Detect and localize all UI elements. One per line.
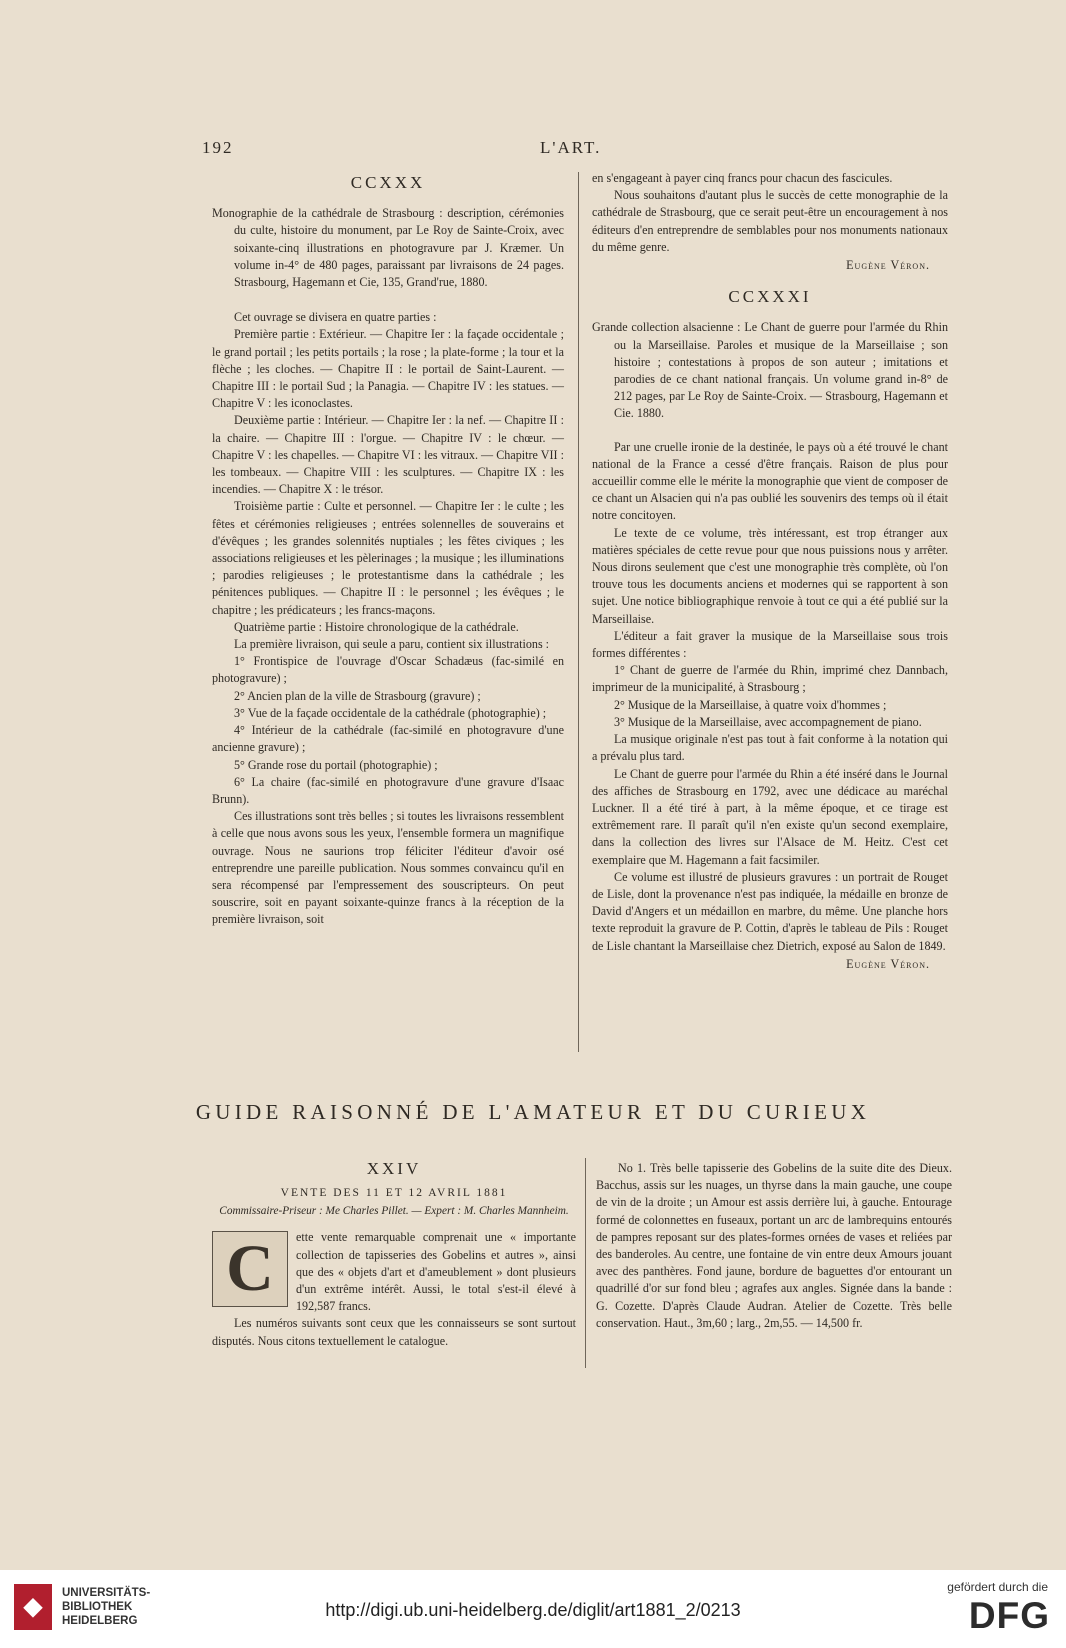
list-item: 3° Musique de la Marseillaise, avec accompagnement de piano. (614, 714, 922, 729)
list-item: 4° Intérieur de la cathédrale (fac-similé en photogravure d'une ancienne gravure) ; (212, 723, 564, 755)
paragraph: Ce volume est illustré de plusieurs gravures : un portrait de Rouget de Lisle, dont la provenance n'est pas indiquée, la médaille en bronze de David d'Angers et un médaillon en marbre, du même. Une planche hors texte reproduit la gravure de P. Cottin, d'après le tableau de Pils : Rouget de Lisle chantant la Marseillaise chez Dietrich, exposé au Salon de 1849. (592, 869, 948, 953)
paragraph: Deuxième partie : Intérieur. — Chapitre Ier : la nef. — Chapitre II : la chaire. — Chapitre III : l'orgue. — Chapitre IV : le chœur. — Chapitre V : les chapelles. — Chapitre VI : les vitraux. — Chapitre VII : les tombeaux. — Chapitre VIII : les sculptures. — Chapitre IX : les incendies. — Chapitre X : le trésor. (212, 413, 564, 497)
paragraph: Ces illustrations sont très belles ; si toutes les livraisons ressemblent à celle que nous avons sous les yeux, l'ensemble formera un magnifique ouvrage. Nous ne saurions trop féliciter l'éditeur d'avoir osé entreprendre une pareille publication. Nous sommes convaincu qu'il en sera récompensé par l'empressement des souscripteurs. On peut souscrire, soit en payant soixante-quinze francs à la réception de la première livraison, soit (212, 809, 564, 927)
digitization-footer (0, 1570, 1066, 1648)
permalink-url[interactable]: http://digi.ub.uni-heidelberg.de/diglit/art1881_2/0213 (325, 1600, 741, 1620)
list-item: 3° Vue de la façade occidentale de la cathédrale (photographie) ; (234, 705, 547, 720)
left-column (212, 174, 564, 929)
journal-title: L'ART. (540, 138, 602, 157)
paragraph: Nous souhaitons d'autant plus le succès de cette monographie de la cathédrale de Strasbourg, que ce serait peut-être un encouragement à nos éditeurs d'en entreprendre de semblables pour nos monuments nationaux du même genre. (592, 188, 948, 254)
paragraph: Le texte de ce volume, très intéressant, est trop étranger aux matières spéciales de cette revue pour que nous puissions nous y arrêter. Nous dirons seulement que c'est une monographie très complète, où l'on trouve tous les documents anciens et modernes qui se rapportent à son sujet. Une notice bibliographique renvoie à tout ce qui a été publié sur la Marseillaise. (592, 525, 948, 626)
paragraph: Cet ouvrage se divisera en quatre parties : (234, 310, 437, 325)
section-heading-ccxxxi: CCXXXI (728, 287, 812, 307)
section-heading-xxiv: XXIV (366, 1159, 422, 1178)
paragraph: La musique originale n'est pas tout à fait conforme à la notation qui a prévalu plus tard. (592, 732, 948, 764)
right-column (592, 170, 948, 973)
list-item: 1° Frontispice de l'ouvrage d'Oscar Schadæus (fac-similé en photogravure) ; (212, 654, 564, 686)
list-item: 2° Musique de la Marseillaise, à quatre voix d'hommes ; (614, 697, 887, 712)
list-item: 6° La chaire (fac-similé en photogravure d'une gravure d'Isaac Brunn). (212, 774, 564, 806)
sale-dates: VENTE DES 11 ET 12 AVRIL 1881 (280, 1187, 508, 1200)
paragraph: Quatrième partie : Histoire chronologique de la cathédrale. (234, 619, 519, 634)
paragraph: Par une cruelle ironie de la destinée, le pays où a été trouvé le chant national de la France a cessé d'être français. Raison de plus pour accueillir comme elle le mérite la monographie que vient de composer de ce chant un Alsacien qui n'a pas oublié les souvenirs des temps où il était notre concitoyen. (592, 439, 948, 523)
column-divider (585, 1158, 586, 1368)
book-citation: Monographie de la cathédrale de Strasbourg : description, cérémonies du culte, histoire du monument, par Le Roy de Sainte-Croix, avec soixante-cinq illustrations en photogravure par J. Kræmer. Un volume in-4° de 480 pages, paraissant par livraisons de 24 pages. Strasbourg, Hagemann et Cie, 135, Grand'rue, 1880. (212, 206, 564, 290)
funded-by-label: gefördert durch die (947, 1580, 1048, 1594)
lower-right-column (596, 1160, 952, 1332)
paragraph: ette vente remarquable comprenait une « importante collection de tapisseries des Gobelins et autres », ainsi que des « objets d'art et d'ameublement » dont plusieurs d'un extrême intérêt. Aussi, le total s'est-il élevé à 192,587 francs. (296, 1230, 576, 1314)
guide-banner-title: GUIDE RAISONNÉ DE L'AMATEUR ET DU CURIEUX (195, 1100, 871, 1124)
section-heading-ccxxx: CCXXX (350, 173, 426, 192)
signature: Eugène Véron. (846, 258, 930, 273)
library-line: BIBLIOTHEK (62, 1601, 133, 1613)
library-line: HEIDELBERG (62, 1615, 138, 1627)
lower-left-column (212, 1160, 576, 1350)
signature: Eugène Véron. (846, 956, 930, 971)
paragraph: en s'engageant à payer cinq francs pour chacun des fascicules. (592, 171, 893, 185)
page-number: 192 (202, 138, 234, 157)
paragraph: L'éditeur a fait graver la musique de la Marseillaise sous trois formes différentes : (592, 628, 948, 661)
dfg-logo: DFG (968, 1595, 1050, 1636)
column-divider (578, 172, 579, 1052)
university-logo-icon: ◆ (14, 1584, 52, 1630)
paragraph: Les numéros suivants sont ceux que les connaisseurs se sont surtout disputés. Nous citons textuellement le catalogue. (212, 1316, 576, 1348)
book-citation: Grande collection alsacienne : Le Chant de guerre pour l'armée du Rhin ou la Marseillaise. Paroles et musique de la Marseillaise ; son histoire ; contestations à propos de son auteur ; imitations et parodies de ce chant national français. Un volume grand in-8° de 212 pages, par Le Roy de Sainte-Croix. — Strasbourg, Hagemann et Cie. 1880. (592, 320, 948, 421)
list-item: 5° Grande rose du portail (photographie) ; (234, 757, 438, 772)
list-item: 1° Chant de guerre de l'armée du Rhin, imprimé chez Dannbach, imprimeur de la municipalité, à Strasbourg ; (592, 663, 948, 695)
paragraph: La première livraison, qui seule a paru, contient six illustrations : (234, 637, 550, 652)
paragraph: Le Chant de guerre pour l'armée du Rhin a été inséré dans le Journal des affiches de Strasbourg en 1792, avec une dédicace au maréchal Luckner. Il a été tiré à part, à la même époque, et ce tirage est extrêmement rare. Il paraît qu'il n'en existe qu'un second exemplaire, dans la collection des livres sur l'Alsace de M. Heitz. C'est cet exemplaire que M. Hagemann a fait facsimiler. (592, 766, 948, 867)
catalogue-entry: No 1. Très belle tapisserie des Gobelins de la suite dite des Dieux. Bacchus, assis sur les nuages, un thyrse dans la main gauche, une coupe de vin de la droite ; un Amour est assis derrière lui, à gauche. Entourage formé de colonnettes en fuseaux, portant un arc de lambrequins entourés de pampres reposant sur des plates-formes ornées de vases et reliées par des banderoles. Au centre, une fontaine de vin entre deux Amours jouant avec des panthères. Fond jaune, bordure de baguettes d'or entourant un quadrillé d'or sur fond bleu ; agrafes aux angles. Signée dans la bande : G. Cozette. D'après Claude Audran. Atelier de Cozette. Très belle conservation. Haut., 3m,60 ; larg., 2m,55. — 14,500 fr. (596, 1161, 952, 1330)
library-line: UNIVERSITÄTS- (62, 1587, 151, 1599)
dropcap-letter: C (226, 1232, 274, 1306)
list-item: 2° Ancien plan de la ville de Strasbourg (gravure) ; (234, 688, 481, 703)
paragraph: Première partie : Extérieur. — Chapitre Ier : la façade occidentale ; le grand portail ; les petits portails ; la rose ; la plate-forme ; la tour et la flèche ; les cloches. — Chapitre II : le portail de Saint-Laurent. — Chapitre III : le portail Sud ; la Panagia. — Chapitre IV : les statues. — Chapitre V : les iconoclastes. (212, 327, 564, 411)
sale-experts: Commissaire-Priseur : Me Charles Pillet. — Expert : M. Charles Mannheim. (219, 1205, 569, 1218)
paragraph: Troisième partie : Culte et personnel. — Chapitre Ier : le culte ; les fêtes et cérémonies religieuses ; entrées solennelles de souverains et d'évêques ; les grandes solennités nuptiales ; les fêtes civiques ; les associations religieuses et les pèlerinages ; la musique ; les illuminations ; parodies religieuses ; le protestantisme dans la cathédrale ; les pénitences publiques. — Chapitre II : le personnel ; les évêques ; le chapitre ; les prédicateurs ; les francs-maçons. (212, 499, 564, 617)
dropcap-ornament (212, 1231, 288, 1307)
